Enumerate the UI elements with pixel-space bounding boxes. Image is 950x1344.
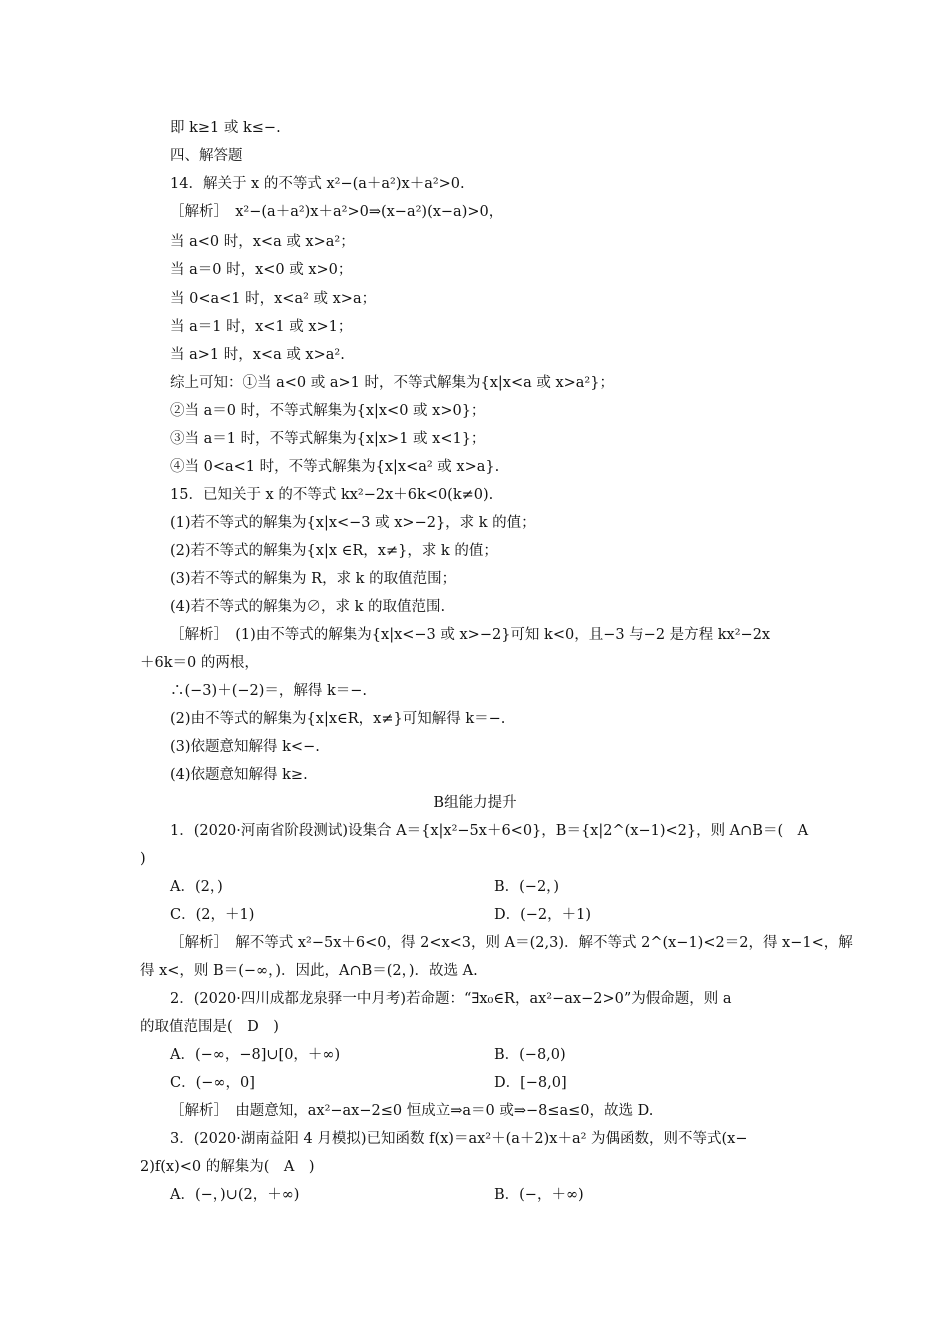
problem-15-stem: 15．已知关于 x 的不等式 kx²−2x＋6k<0(k≠0). [170, 487, 494, 503]
summary-line: ②当 a＝0 时，不等式解集为{x|x<0 或 x>0}； [170, 403, 486, 419]
solution-line: (4)依题意知解得 k≥. [170, 767, 308, 783]
solution-line: ［解析］ (1)由不等式的解集为{x|x<−3 或 x>−2}可知 k<0，且−3 与−2 是方程 kx²−2x [170, 627, 771, 643]
section-heading: 四、解答题 [170, 148, 243, 164]
option-b: B．(−8,0) [494, 1047, 566, 1063]
problem-3-stem-cont: 2)f(x)<0 的解集为( A ) [140, 1159, 315, 1175]
solution-line: (3)依题意知解得 k<−. [170, 739, 320, 755]
problem-14-stem: 14．解关于 x 的不等式 x²−(a＋a²)x＋a²>0. [170, 176, 465, 192]
option-b: B．(−，＋∞) [494, 1187, 584, 1203]
subquestion: (1)若不等式的解集为{x|x<−3 或 x>−2}，求 k 的值； [170, 515, 536, 531]
summary-line: ③当 a＝1 时，不等式解集为{x|x>1 或 x<1}； [170, 431, 486, 447]
section-heading-b: B组能力提升 [433, 795, 517, 811]
option-a: A．(−，)∪(2，＋∞) [170, 1187, 300, 1203]
solution-line: ＋6k＝0 的两根， [140, 655, 259, 671]
solution-line: 当 a>1 时，x<a 或 x>a². [170, 347, 345, 363]
solution-line: (2)由不等式的解集为{x|x∈R，x≠}可知解得 k＝−. [170, 711, 506, 727]
problem-1-stem-cont: ) [140, 851, 146, 867]
subquestion: (3)若不等式的解集为 R，求 k 的取值范围； [170, 571, 457, 587]
solution-line: ［解析］ 解不等式 x²−5x＋6<0，得 2<x<3，则 A＝(2,3)．解不等式 2^(x−1)<2＝2，得 x−1<，解 [170, 935, 853, 951]
subquestion: (4)若不等式的解集为∅，求 k 的取值范围. [170, 599, 446, 615]
solution-line: 当 a＝0 时，x<0 或 x>0； [170, 262, 353, 278]
solution-line: 得 x<，则 B＝(−∞，)．因此，A∩B＝(2，)．故选 A. [140, 963, 478, 979]
option-c: C．(2，＋1) [170, 907, 255, 923]
solution-line: ∴(−3)＋(−2)＝，解得 k＝−. [170, 683, 368, 699]
option-d: D．(−2，＋1) [494, 907, 592, 923]
problem-2-stem: 2．(2020·四川成都龙泉驿一中月考)若命题：“∃x₀∈R，ax²−ax−2>0”为假命题，则 a [170, 991, 732, 1007]
summary-line: 综上可知：①当 a<0 或 a>1 时，不等式解集为{x|x<a 或 x>a²}； [170, 375, 614, 391]
solution-line: ［解析］ 由题意知，ax²−ax−2≤0 恒成立⇒a＝0 或⇒−8≤a≤0，故选 D. [170, 1103, 654, 1119]
problem-1-stem: 1．(2020·河南省阶段测试)设集合 A＝{x|x²−5x＋6<0}，B＝{x|2^(x−1)<2}，则 A∩B＝( A [170, 823, 809, 839]
text-line: 即 k≥1 或 k≤−. [170, 120, 281, 136]
option-b: B．(−2，) [494, 879, 560, 895]
solution-line: ［解析］ x²−(a＋a²)x＋a²>0⇒(x−a²)(x−a)>0， [170, 204, 504, 220]
option-a: A．(2，) [170, 879, 223, 895]
option-a: A．(−∞，−8]∪[0，＋∞) [170, 1047, 341, 1063]
solution-line: 当 a＝1 时，x<1 或 x>1； [170, 319, 353, 335]
problem-3-stem: 3．(2020·湖南益阳 4 月模拟)已知函数 f(x)＝ax²＋(a＋2)x＋a² 为偶函数，则不等式(x− [170, 1131, 748, 1147]
solution-line: 当 a<0 时，x<a 或 x>a²； [170, 234, 355, 250]
option-d: D．[−8,0] [494, 1075, 567, 1091]
problem-2-stem-cont: 的取值范围是( D ) [140, 1019, 279, 1035]
solution-line: 当 0<a<1 时，x<a² 或 x>a； [170, 291, 377, 307]
option-c: C．(−∞，0] [170, 1075, 255, 1091]
subquestion: (2)若不等式的解集为{x|x ∈R，x≠}，求 k 的值； [170, 543, 498, 559]
summary-line: ④当 0<a<1 时，不等式解集为{x|x<a² 或 x>a}. [170, 459, 500, 475]
